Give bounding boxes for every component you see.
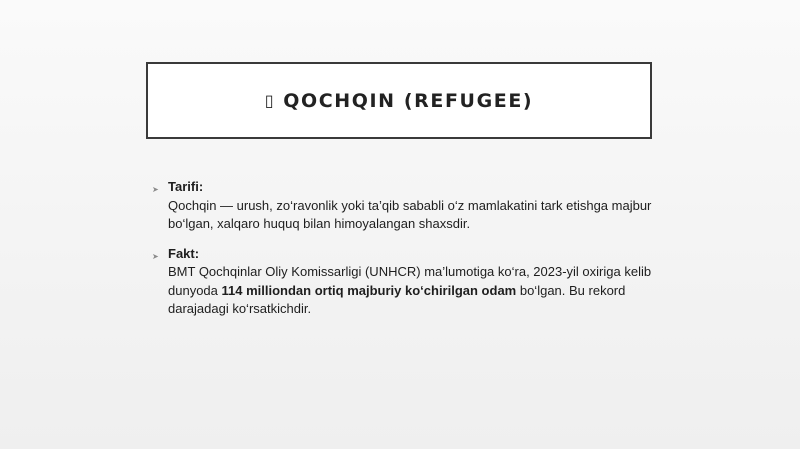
bullet-item-definition (152, 178, 652, 234)
bullet-body-text: BMT Qochqinlar Oliy Komissarligi (UNHCR) ma’lumotiga ko‘ra, 2023-yil oxiriga kelib dunyoda (168, 264, 652, 298)
bullet-body-highlight: 114 milliondan ortiq majburiy ko‘chirilgan odam (221, 282, 517, 298)
bullet-item-fact (152, 245, 652, 319)
bullet-arrow-icon: ➤ (152, 251, 159, 261)
slide-title-text: QOCHQIN (REFUGEE) (283, 89, 534, 112)
bullet-arrow-icon: ➤ (152, 185, 159, 194)
slide-title (265, 90, 533, 112)
title-box (146, 62, 652, 139)
bullet-body (168, 263, 652, 319)
bullet-list (152, 178, 652, 330)
title-placeholder-icon: ▯ (264, 90, 276, 110)
bullet-body: Qochqin — urush, zo‘ravonlik yoki ta’qib sababli o‘z mamlakatini tark etishga majbur bo‘lgan, xalqaro huquq bilan himoyalangan shaxsdir. (168, 197, 652, 231)
bullet-body-text-end: bo‘lgan. Bu rekord darajadagi ko‘rsatkichdir. (168, 282, 626, 316)
bullet-label: Tarifi: (168, 179, 204, 194)
bullet-label: Fakt: (168, 245, 200, 261)
